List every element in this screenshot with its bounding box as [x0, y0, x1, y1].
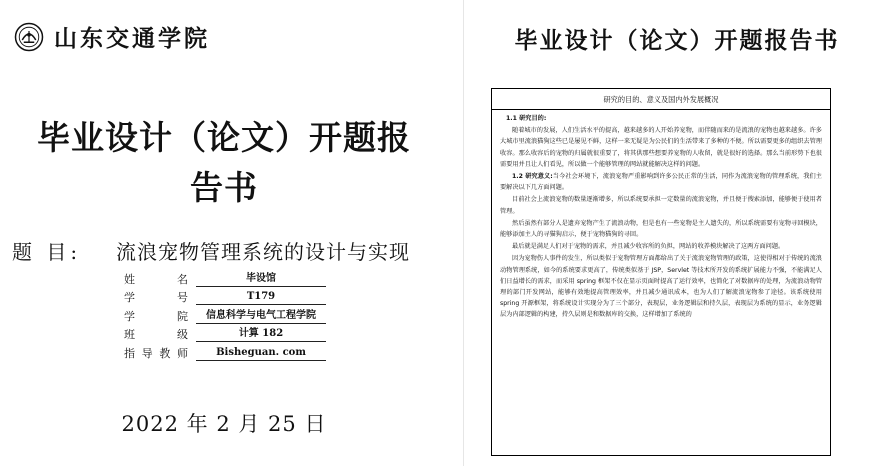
cover-title-line-2: 告书 [190, 168, 258, 207]
info-label-advisor: 指 导 教 师 [124, 346, 188, 360]
info-label-class: 班 级 [124, 328, 188, 341]
box-body [492, 110, 830, 321]
box-heading: 研究的目的、意义及国内外发展概况 [492, 89, 830, 110]
info-label-name: 姓 名 [124, 272, 188, 286]
report-title: 毕业设计（论文）开题报告书 [514, 27, 840, 54]
info-label-college: 学 院 [124, 309, 188, 323]
paragraph-2: 然后虽然有部分人是遗弃宠物产生了流浪动物，但是也有一些宠物是主人遗失的，所以系统需要有宠物寻回模块，能够添加主人的寻猫狗启示，便于宠物猫狗的寻回。 [500, 219, 822, 239]
university-logo [14, 20, 210, 53]
cover-title-line-1: 毕业设计（论文）开题报 [37, 118, 411, 157]
report-content-box [491, 88, 831, 456]
info-label-student-id: 学 号 [124, 291, 188, 304]
paragraph-1: 目前社会上流浪宠物的数量逐渐增多，所以系统要承担一定数量的流浪宠物，并且便于搜索添加，能够便于使用者管理。 [500, 196, 822, 215]
section-1-1-text: 随着城市的发展，人们生活水平的提高，越来越多的人开始养宠物，而伴随而来的是流浪的宠物也越来越多。许多大城市里流浪猫狗这些已是屡见不鲜，这样一来无疑是为公民们的生活带来了多种的不便。所以需要更多的组织去管理收容。那么收容后的宠物的归属就很重要了，将其供那些想要养宠物的人收留，就是很好的选择。那么当前形势下也很需要用并且让人们看见，所以做一个能够管理的网站就能解决这样的问题。 [500, 127, 822, 168]
student-info-table [124, 268, 326, 361]
info-value-college: 信息科学与电气工程学院 [196, 309, 326, 324]
info-row-student-id [124, 287, 326, 306]
paragraph-4: 因为宠物伤人事件的发生，所以类似于宠物管理方面都给出了关于流浪宠物管理的政策，这使得相对于传统的流浪动物管理系统，如今的系统要求更高了，传统类似基于 JSP，Servlet 等技术所开发的系统扩展能力不强，不能满足人们日益增长的需求，而采用 spring 框架不仅在显示页面时提高了运行效率，也简化了对数据库的处理，为流浪动物管理的部门开发网站，能够有效地提高管理效率，并且减少通讯成本，也为人们了解流浪宠物参了途径。该系统使用 spring 开源框架，将系统设计实现分为了三个部分，表现层，业务逻辑层和持久层，表现层为系统的显示，业务逻辑层为内部逻辑的构建，持久层则是和数据库的交换，这样增加了系统的 [500, 255, 822, 319]
paragraph-3: 最后就是满足人们对于宠物的需求，并且减少收容所的负担，网站的收养模块解决了这两方面问题。 [512, 243, 785, 251]
section-1-2-paragraph [500, 171, 822, 193]
info-value-student-id: T179 [196, 290, 326, 305]
topic-value: 流浪宠物管理系统的设计与实现 [116, 240, 410, 264]
university-name: 山东交通学院 [54, 25, 210, 52]
topic-label: 题 目: [12, 240, 82, 264]
info-row-college [124, 305, 326, 324]
info-value-class: 计算 182 [196, 327, 326, 342]
page-divider [463, 0, 464, 466]
info-value-name: 毕设馆 [196, 272, 326, 287]
cover-date: 2022 年 2 月 25 日 [121, 412, 327, 436]
info-row-advisor [124, 342, 326, 361]
university-emblem-icon [14, 22, 44, 52]
section-1-2-heading: 1.2 研究意义: [512, 173, 553, 181]
info-row-name [124, 268, 326, 287]
info-value-advisor: Bisheguan. com [196, 346, 326, 361]
report-page [466, 0, 888, 466]
section-1-1-heading: 1.1 研究目的: [506, 115, 547, 122]
info-row-class [124, 324, 326, 343]
section-1-2-text: 当今社会环境下，流浪宠物严重影响到许多公民正常的生活，同作为流浪宠物的管理系统，我们主要解决以下几方面问题。 [500, 173, 822, 192]
